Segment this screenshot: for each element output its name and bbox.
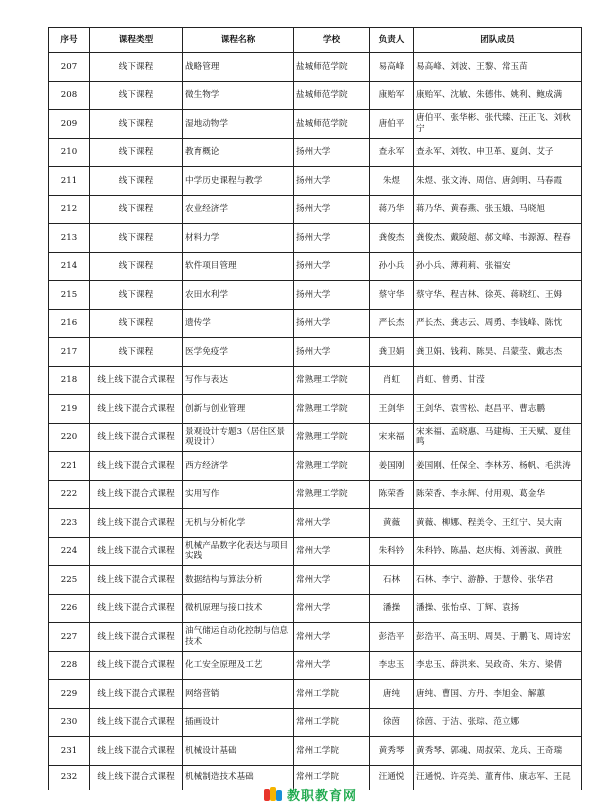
row-lead: 龚卫娟 [370,338,414,367]
row-course-name: 创新与创业管理 [183,395,294,424]
row-course-name: 机械产品数字化表达与项目实践 [183,537,294,566]
row-lead: 孙小兵 [370,252,414,281]
row-team: 肖虹、曾勇、甘滢 [414,366,582,395]
row-index: 229 [49,680,90,709]
header-lead: 负责人 [370,28,414,53]
row-school: 盐城师范学院 [294,81,370,110]
row-team: 潘操、张怡卓、丁辉、袁扬 [414,594,582,623]
row-lead: 王剑华 [370,395,414,424]
row-course-name: 农业经济学 [183,195,294,224]
row-lead: 姜国刚 [370,452,414,481]
row-lead: 唐纯 [370,680,414,709]
row-course-type: 线上线下混合式课程 [90,765,183,790]
row-course-name: 西方经济学 [183,452,294,481]
row-index: 232 [49,765,90,790]
row-course-type: 线下课程 [90,252,183,281]
watermark-logo-icon [262,785,284,803]
row-course-type: 线下课程 [90,81,183,110]
row-course-name: 无机与分析化学 [183,509,294,538]
row-lead: 朱煜 [370,167,414,196]
row-school: 常州大学 [294,594,370,623]
row-course-name: 农田水利学 [183,281,294,310]
row-course-name: 机械设计基础 [183,737,294,766]
row-team: 龚卫娟、钱莉、陈昊、吕蒙莹、戴志杰 [414,338,582,367]
row-school: 常熟理工学院 [294,366,370,395]
row-lead: 唐伯平 [370,110,414,139]
table-row [49,737,582,766]
row-index: 231 [49,737,90,766]
table-body [49,53,582,790]
row-index: 213 [49,224,90,253]
row-team: 龚俊杰、戴陵超、郝文峰、韦源源、程春 [414,224,582,253]
table-row [49,480,582,509]
table-header-row [49,28,582,53]
row-team: 朱科钤、陈晶、赵庆梅、刘善淑、黄胜 [414,537,582,566]
row-index: 230 [49,708,90,737]
row-course-type: 线上线下混合式课程 [90,680,183,709]
row-course-type: 线上线下混合式课程 [90,395,183,424]
table-row [49,509,582,538]
row-lead: 查永军 [370,138,414,167]
row-index: 210 [49,138,90,167]
row-course-name: 机械制造技术基础 [183,765,294,790]
table-row [49,338,582,367]
row-course-type: 线下课程 [90,53,183,82]
header-course-type: 课程类型 [90,28,183,53]
row-school: 常州工学院 [294,708,370,737]
row-course-name: 战略管理 [183,53,294,82]
table-row [49,623,582,652]
row-course-name: 中学历史课程与教学 [183,167,294,196]
row-team: 朱煜、张文涛、周信、唐剑明、马春霞 [414,167,582,196]
table-row [49,252,582,281]
table-row [49,110,582,139]
row-course-type: 线上线下混合式课程 [90,623,183,652]
row-team: 徐茵、于洁、张琮、范立娜 [414,708,582,737]
row-team: 唐纯、曹国、方丹、李旭金、解蕙 [414,680,582,709]
row-school: 扬州大学 [294,281,370,310]
site-watermark [262,782,392,806]
row-lead: 蔡守华 [370,281,414,310]
row-course-name: 插画设计 [183,708,294,737]
row-team: 唐伯平、张华彬、张代臻、汪正飞、刘秋宁 [414,110,582,139]
row-course-type: 线下课程 [90,338,183,367]
row-school: 常州工学院 [294,680,370,709]
table-row [49,395,582,424]
row-school: 常熟理工学院 [294,480,370,509]
row-school: 扬州大学 [294,138,370,167]
row-school: 常州工学院 [294,765,370,790]
row-course-type: 线上线下混合式课程 [90,594,183,623]
row-team: 彭浩平、高玉明、周昊、于鹏飞、周诗宏 [414,623,582,652]
row-school: 盐城师范学院 [294,53,370,82]
table-row [49,423,582,452]
row-lead: 黄薇 [370,509,414,538]
row-lead: 龚俊杰 [370,224,414,253]
row-course-type: 线上线下混合式课程 [90,651,183,680]
row-team: 王剑华、袁雪松、赵昌平、曹志鹏 [414,395,582,424]
row-team: 石林、李宁、游静、于慧伶、张华君 [414,566,582,595]
row-lead: 彭浩平 [370,623,414,652]
row-course-type: 线下课程 [90,309,183,338]
table-row [49,53,582,82]
row-index: 215 [49,281,90,310]
row-index: 211 [49,167,90,196]
table-row [49,566,582,595]
table-row [49,366,582,395]
row-index: 209 [49,110,90,139]
row-index: 216 [49,309,90,338]
row-course-type: 线下课程 [90,281,183,310]
course-table [48,27,582,790]
row-index: 217 [49,338,90,367]
row-school: 扬州大学 [294,338,370,367]
header-index: 序号 [49,28,90,53]
row-index: 218 [49,366,90,395]
row-course-type: 线上线下混合式课程 [90,480,183,509]
row-team: 李忠玉、薛洪来、吴政奇、朱方、梁倩 [414,651,582,680]
row-course-type: 线上线下混合式课程 [90,737,183,766]
row-lead: 肖虹 [370,366,414,395]
row-course-name: 材料力学 [183,224,294,253]
row-lead: 易高峰 [370,53,414,82]
course-list-sheet [48,27,581,790]
table-row [49,651,582,680]
row-team: 孙小兵、薄莉莉、张福安 [414,252,582,281]
table-row [49,708,582,737]
row-course-type: 线上线下混合式课程 [90,366,183,395]
row-school: 常州大学 [294,566,370,595]
row-school: 常州大学 [294,651,370,680]
row-lead: 汪通悦 [370,765,414,790]
row-course-name: 数据结构与算法分析 [183,566,294,595]
row-index: 212 [49,195,90,224]
watermark-text: 教职教育网 [287,788,358,804]
row-team: 黄秀琴、郭魂、周叔荣、龙兵、王奇瑞 [414,737,582,766]
row-school: 常熟理工学院 [294,423,370,452]
row-index: 220 [49,423,90,452]
row-team: 姜国刚、任保全、李林芳、杨帆、毛洪涛 [414,452,582,481]
row-index: 219 [49,395,90,424]
row-course-name: 微生物学 [183,81,294,110]
row-lead: 康贻军 [370,81,414,110]
table-row [49,680,582,709]
row-index: 227 [49,623,90,652]
row-course-type: 线下课程 [90,195,183,224]
row-course-type: 线上线下混合式课程 [90,509,183,538]
row-course-name: 化工安全原理及工艺 [183,651,294,680]
row-index: 223 [49,509,90,538]
row-index: 207 [49,53,90,82]
row-course-type: 线下课程 [90,167,183,196]
row-index: 225 [49,566,90,595]
row-course-name: 医学免疫学 [183,338,294,367]
row-course-name: 遗传学 [183,309,294,338]
row-course-type: 线上线下混合式课程 [90,566,183,595]
row-lead: 陈荣香 [370,480,414,509]
table-row [49,167,582,196]
row-index: 222 [49,480,90,509]
row-lead: 朱科钤 [370,537,414,566]
row-team: 宋来福、孟晓惠、马建梅、王天赋、夏佳鸣 [414,423,582,452]
row-lead: 严长杰 [370,309,414,338]
row-school: 常熟理工学院 [294,395,370,424]
row-index: 221 [49,452,90,481]
row-course-name: 软件项目管理 [183,252,294,281]
row-course-type: 线下课程 [90,138,183,167]
table-row [49,224,582,253]
header-course-name: 课程名称 [183,28,294,53]
row-index: 226 [49,594,90,623]
row-course-name: 实用写作 [183,480,294,509]
row-school: 扬州大学 [294,224,370,253]
header-school: 学校 [294,28,370,53]
row-course-name: 教育概论 [183,138,294,167]
table-row [49,281,582,310]
row-course-name: 湿地动物学 [183,110,294,139]
row-team: 严长杰、龚志云、周勇、李钱峰、陈忱 [414,309,582,338]
row-school: 扬州大学 [294,309,370,338]
row-school: 常熟理工学院 [294,452,370,481]
row-course-name: 景观设计专题3（居住区景观设计） [183,423,294,452]
row-team: 汪通悦、许亮美、董育伟、康志军、王昆 [414,765,582,790]
row-index: 228 [49,651,90,680]
row-school: 盐城师范学院 [294,110,370,139]
row-school: 常州大学 [294,623,370,652]
row-team: 黄薇、柳娜、程美令、王红宁、吴大南 [414,509,582,538]
row-lead: 李忠玉 [370,651,414,680]
row-index: 208 [49,81,90,110]
row-course-name: 网络营销 [183,680,294,709]
row-school: 常州工学院 [294,737,370,766]
row-team: 蒋乃华、黄春燕、张玉娥、马晓旭 [414,195,582,224]
row-course-type: 线下课程 [90,110,183,139]
row-lead: 徐茵 [370,708,414,737]
row-course-type: 线下课程 [90,224,183,253]
table-row [49,452,582,481]
row-school: 常州大学 [294,509,370,538]
table-row [49,195,582,224]
row-lead: 蒋乃华 [370,195,414,224]
row-lead: 石林 [370,566,414,595]
row-course-type: 线上线下混合式课程 [90,708,183,737]
table-row [49,81,582,110]
table-row [49,309,582,338]
row-lead: 潘操 [370,594,414,623]
table-row [49,138,582,167]
table-row [49,537,582,566]
row-school: 扬州大学 [294,195,370,224]
row-index: 214 [49,252,90,281]
row-course-type: 线上线下混合式课程 [90,537,183,566]
row-school: 扬州大学 [294,252,370,281]
row-team: 陈荣香、李永辉、付用观、葛金华 [414,480,582,509]
row-team: 康贻军、沈敏、朱德伟、姚利、鲍成满 [414,81,582,110]
row-team: 易高峰、刘波、王黎、常玉苗 [414,53,582,82]
row-course-type: 线上线下混合式课程 [90,423,183,452]
row-course-name: 写作与表达 [183,366,294,395]
header-team: 团队成员 [414,28,582,53]
row-school: 常州大学 [294,537,370,566]
row-lead: 宋来福 [370,423,414,452]
row-course-name: 微机原理与接口技术 [183,594,294,623]
row-school: 扬州大学 [294,167,370,196]
row-course-name: 油气储运自动化控制与信息技术 [183,623,294,652]
table-row [49,594,582,623]
row-lead: 黄秀琴 [370,737,414,766]
row-index: 224 [49,537,90,566]
row-team: 查永军、刘牧、申卫革、夏剑、艾子 [414,138,582,167]
row-team: 蔡守华、程吉林、徐英、蒋晓红、王姆 [414,281,582,310]
row-course-type: 线上线下混合式课程 [90,452,183,481]
